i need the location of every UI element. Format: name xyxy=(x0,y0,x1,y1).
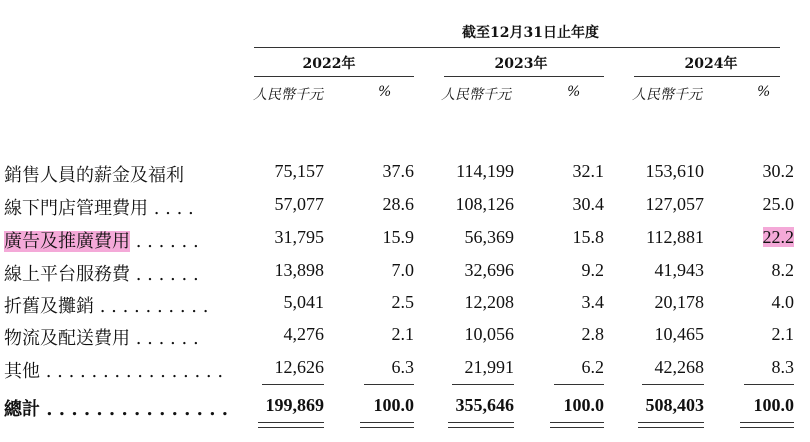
cell: 114,199 xyxy=(456,161,514,181)
total-cell: 508,403 xyxy=(645,395,704,415)
cell: 32.1 xyxy=(572,161,604,181)
highlighted-value: 22.2 xyxy=(762,227,794,247)
cell: 4.0 xyxy=(771,292,794,312)
total-label: 總計 . . . . . . . . . . . . . . . xyxy=(4,399,228,420)
row-label: 其他 . . . . . . . . . . . . . . . . xyxy=(4,361,224,382)
unit-currency-2022: 人民幣千元 xyxy=(253,87,323,103)
total-cell: 199,869 xyxy=(265,395,324,415)
subtotal-rule xyxy=(452,384,514,385)
year-2024: 2024年 xyxy=(684,56,738,72)
cell: 13,898 xyxy=(274,260,324,280)
cell: 10,465 xyxy=(654,324,704,344)
total-double-rule xyxy=(258,422,324,428)
cell: 12,208 xyxy=(464,292,514,312)
cell: 28.6 xyxy=(382,194,414,214)
cell: 112,881 xyxy=(646,227,704,247)
unit-percent-2022: % xyxy=(378,84,392,100)
cell: 15.9 xyxy=(382,227,414,247)
cell: 30.2 xyxy=(762,161,794,181)
unit-currency-2023: 人民幣千元 xyxy=(441,87,511,103)
row-label: 銷售人員的薪金及福利 xyxy=(4,165,184,186)
subtotal-rule xyxy=(364,384,414,385)
cell: 75,157 xyxy=(274,161,324,181)
year-2024-rule xyxy=(634,76,780,77)
subtotal-rule xyxy=(554,384,604,385)
total-cell: 100.0 xyxy=(753,395,794,415)
cell: 57,077 xyxy=(274,194,324,214)
cell: 30.4 xyxy=(572,194,604,214)
total-double-rule xyxy=(740,422,794,428)
cell: 9.2 xyxy=(581,260,604,280)
cell: 37.6 xyxy=(382,161,414,181)
cell: 41,943 xyxy=(654,260,704,280)
cell: 6.3 xyxy=(391,357,414,377)
year-2023: 2023年 xyxy=(494,56,548,72)
unit-currency-2024: 人民幣千元 xyxy=(632,87,702,103)
year-2023-rule xyxy=(444,76,604,77)
cell: 3.4 xyxy=(581,292,604,312)
total-cell: 100.0 xyxy=(563,395,604,415)
year-2022-rule xyxy=(254,76,414,77)
highlighted-label: 廣告及推廣費用 xyxy=(4,231,130,252)
cell: 6.2 xyxy=(581,357,604,377)
cell: 7.0 xyxy=(391,260,414,280)
period-title: 截至12月31日止年度 xyxy=(462,25,599,41)
total-double-rule xyxy=(638,422,704,428)
row-label: 物流及配送費用 . . . . . . xyxy=(4,328,199,349)
total-double-rule xyxy=(448,422,514,428)
row-label xyxy=(4,227,199,253)
cell: 127,057 xyxy=(645,194,704,214)
cell: 2.1 xyxy=(771,324,794,344)
total-cell: 355,646 xyxy=(455,395,514,415)
header-rule xyxy=(254,47,780,48)
cell: 31,795 xyxy=(274,227,324,247)
leader-dots: . . . . . . xyxy=(130,231,199,252)
cell: 25.0 xyxy=(762,194,794,214)
cell: 15.8 xyxy=(572,227,604,247)
cell: 10,056 xyxy=(464,324,514,344)
total-double-rule xyxy=(360,422,414,428)
cell: 108,126 xyxy=(455,194,514,214)
year-2022: 2022年 xyxy=(302,56,356,72)
row-label: 線上平台服務費 . . . . . . xyxy=(4,264,199,285)
cell: 8.2 xyxy=(771,260,794,280)
unit-percent-2023: % xyxy=(567,84,581,100)
cell: 8.3 xyxy=(771,357,794,377)
cell-highlighted xyxy=(730,227,794,248)
cell: 20,178 xyxy=(654,292,704,312)
cell: 21,991 xyxy=(464,357,514,377)
cell: 12,626 xyxy=(274,357,324,377)
cell: 32,696 xyxy=(464,260,514,280)
unit-percent-2024: % xyxy=(757,84,771,100)
subtotal-rule xyxy=(744,384,794,385)
row-label: 線下門店管理費用 . . . . xyxy=(4,198,194,219)
cell: 42,268 xyxy=(654,357,704,377)
subtotal-rule xyxy=(642,384,704,385)
cell: 2.8 xyxy=(581,324,604,344)
row-label: 折舊及攤銷 . . . . . . . . . . xyxy=(4,296,209,317)
cell: 153,610 xyxy=(645,161,704,181)
total-double-rule xyxy=(550,422,604,428)
cell: 2.5 xyxy=(391,292,414,312)
total-cell: 100.0 xyxy=(373,395,414,415)
cell: 2.1 xyxy=(391,324,414,344)
subtotal-rule xyxy=(262,384,324,385)
cell: 4,276 xyxy=(283,324,324,344)
cell: 5,041 xyxy=(283,292,324,312)
cell: 56,369 xyxy=(464,227,514,247)
